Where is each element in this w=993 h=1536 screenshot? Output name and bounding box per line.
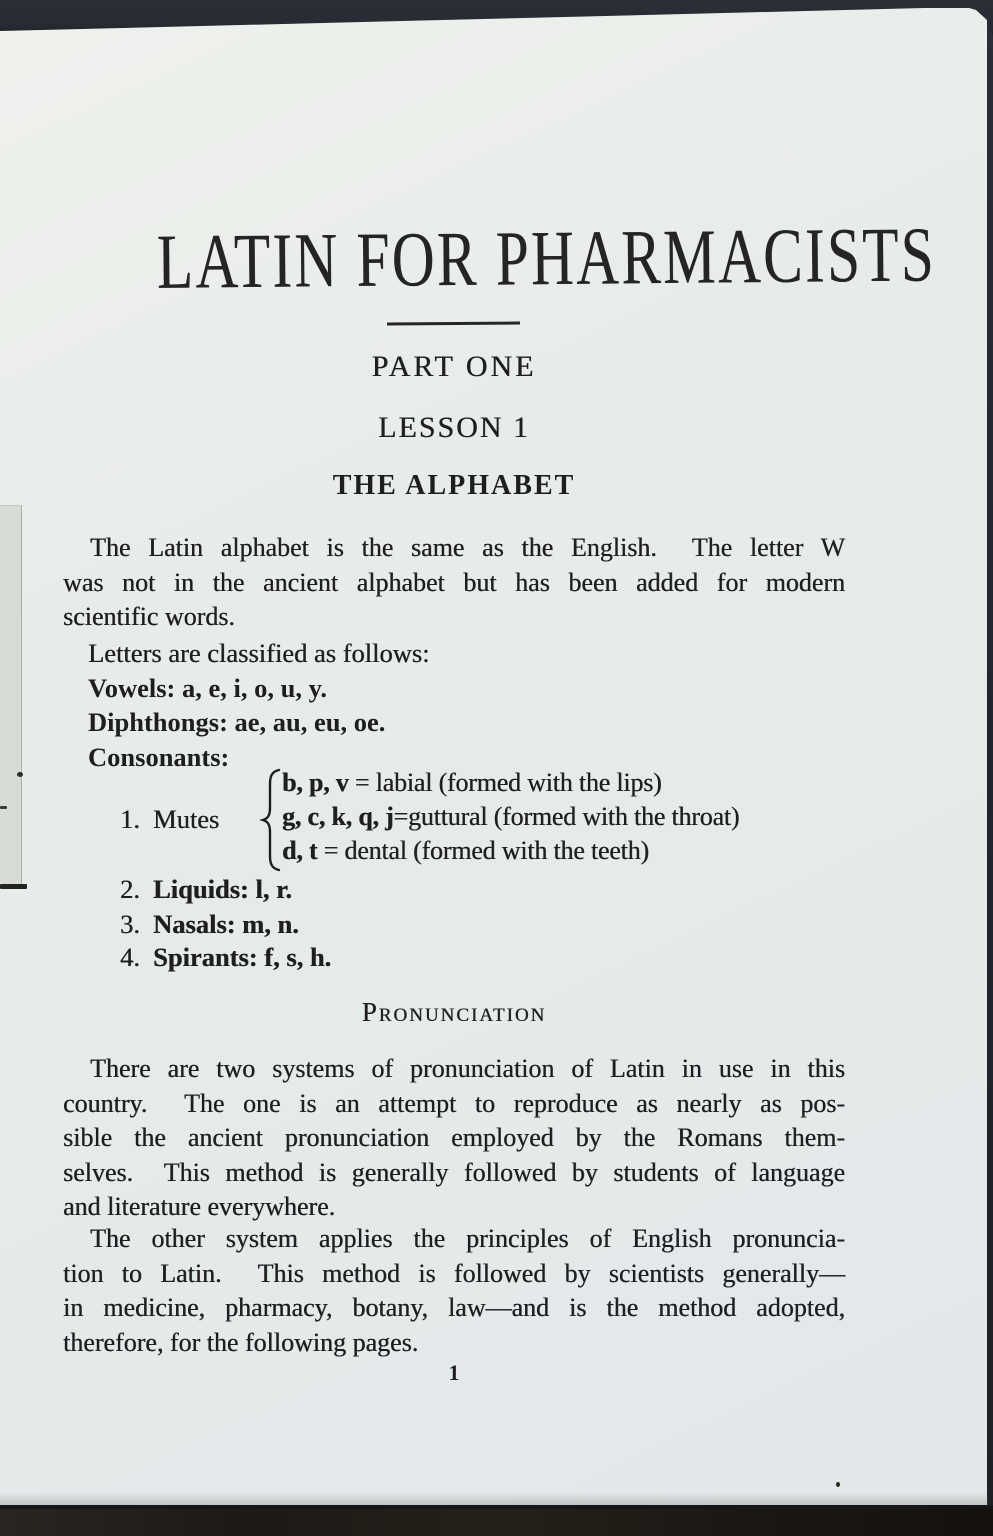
book-title: LATIN FOR PHARMACISTS [156,210,937,305]
page-content [63,8,937,1508]
mutes-desc: =guttural (formed with the throat) [393,802,740,831]
mutes-line [282,766,739,800]
scan-right-edge [987,0,993,1512]
page-bottom-shadow [0,1492,988,1505]
mutes-line [282,834,739,868]
paragraph-systems [63,1052,845,1225]
paragraph-line: country. The one is an attempt to reproduce as nearly as pos- [63,1088,845,1118]
paragraph-other-system [63,1222,845,1360]
part-heading: PART ONE [371,350,537,383]
mutes-number: 1. [120,804,140,834]
classification-intro: Letters are classified as follows: [88,638,430,668]
title-rule [387,322,520,326]
nasals-number: 3. [120,909,140,939]
liquids-line [120,872,292,907]
mutes-label [120,804,219,835]
book-page [0,8,988,1512]
paragraph-line: sible the ancient pronunciation employed by the Romans them- [63,1123,845,1153]
paragraph-line: therefore, for the following pages. [63,1327,419,1357]
paragraph-line: scientific words. [63,602,235,632]
scan-bottom-band [0,1509,993,1536]
mutes-desc: = dental (formed with the teeth) [317,836,649,865]
brace-glyph [259,768,283,872]
mutes-line [282,800,739,834]
paragraph-alphabet [63,531,845,635]
spirants-number: 4. [120,942,140,972]
lesson-heading: LESSON 1 [378,411,530,444]
consonants-label: Consonants: [88,742,230,772]
paragraph-line: was not in the ancient alphabet but has been added for modern [63,567,845,597]
mutes-letters: d, t [282,836,318,865]
diphthongs-line: Diphthongs: ae, au, eu, oe. [88,707,386,737]
mutes-desc: = labial (formed with the lips) [348,768,662,797]
spirants-line [120,940,331,975]
page-number: 1 [448,1360,460,1385]
ink-tick [0,806,7,809]
mutes-group [63,766,845,872]
paragraph-line: tion to Latin. This method is followed by scientists generally— [63,1258,845,1288]
paragraph-line: in medicine, pharmacy, botany, law—and is the method adopted, [63,1293,845,1323]
mutes-letters: b, p, v [282,768,349,797]
vowels-line: Vowels: a, e, i, o, u, y. [88,673,328,703]
page-edge-tab [0,505,22,888]
mutes-letters: g, c, k, q, j [282,802,394,831]
liquids-number: 2. [120,874,140,904]
paragraph-line: selves. This method is generally followed by students of language [63,1157,845,1187]
paragraph-line: and literature everywhere. [63,1192,336,1222]
mutes-name: Mutes [153,804,220,834]
ink-speck [836,1482,840,1487]
spirants-text: Spirants: f, s, h. [153,942,332,972]
nasals-line [120,907,299,942]
mutes-lines [282,766,739,868]
nasals-text: Nasals: m, n. [153,909,299,939]
liquids-text: Liquids: l, r. [153,874,292,904]
paragraph-line: The other system applies the principles of English pronuncia- [90,1224,845,1253]
tab-bottom-mark [0,884,27,889]
paragraph-line: There are two systems of pronunciation of Latin in use in this [90,1054,845,1083]
ink-dot [17,772,23,777]
chapter-heading: THE ALPHABET [332,470,576,501]
pronunciation-heading: Pronunciation [361,997,547,1027]
paragraph-line: The Latin alphabet is the same as the English. The letter W [90,533,845,562]
